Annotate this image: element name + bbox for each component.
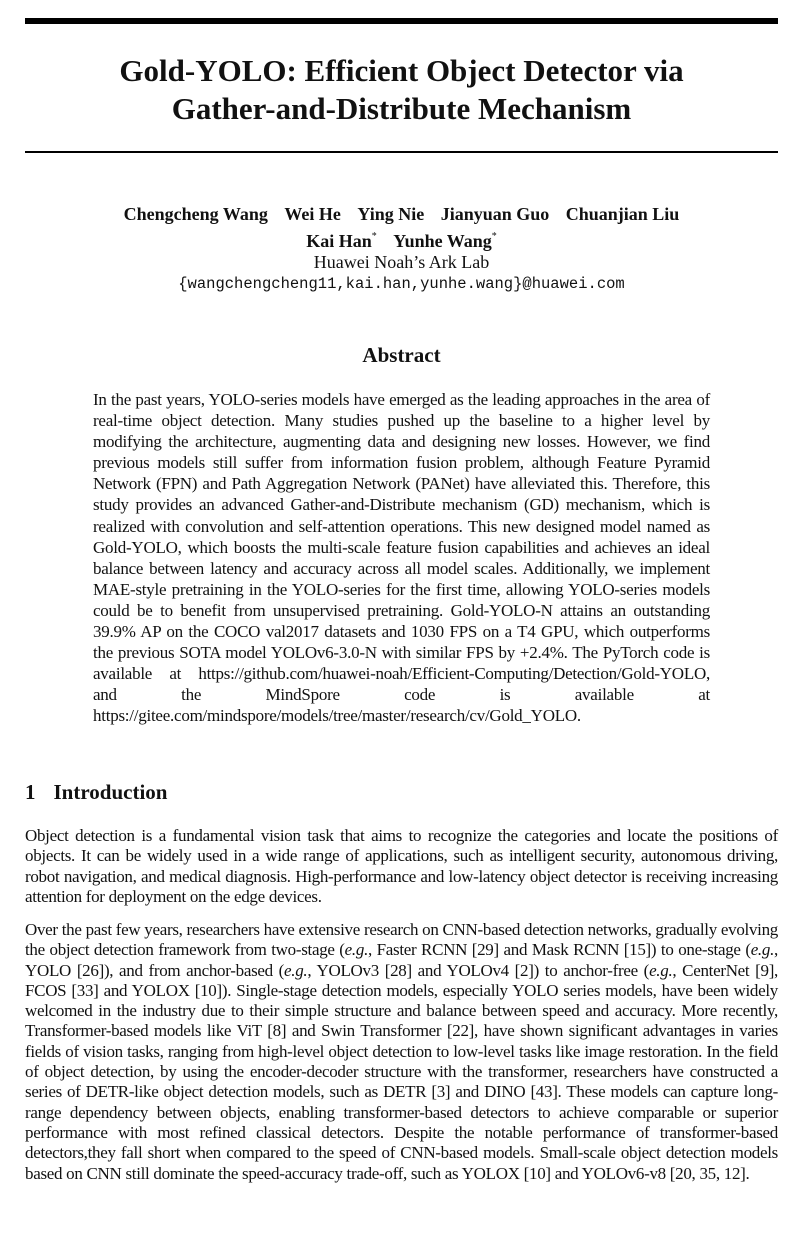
author-name: Wei He (284, 204, 341, 224)
author-name-corresponding (306, 231, 377, 251)
author-email: {wangchengcheng11,kai.han,yunhe.wang}@huawei.com (178, 274, 625, 293)
text-run: Over the past few years, researchers have extensive research on CNN-based detection networks, gradually evolving the object detection framework from two-stage ( (25, 920, 778, 960)
italic-eg: e.g. (284, 960, 308, 980)
italic-eg: e.g. (750, 940, 775, 960)
abstract-text: In the past years, YOLO-series models have emerged as the leading approaches in the area of real-time object detection. Many studies pushed up the baseline to a higher level by modifying the architecture, augmenting data and designing new losses. However, we find previous models still suffer from information fusion problem, although Feature Pyramid Network (FPN) and Path Aggregation Network (PANet) have alleviated this. Therefore, this study provides an advanced Gather-and-Distribute mechanism (GD) mechanism, which is realized with convolution and self-attention operations. This new designed model named as Gold-YOLO, which boosts the multi-scale feature fusion capabilities and achieves an ideal balance between latency and accuracy across all model scales. Additionally, we implement MAE-style pretraining in the YOLO-series for the first time, allowing YOLO-series models could be to benefit from unsupervised pretraining. Gold-YOLO-N attains an outstanding 39.9% AP on the COCO val2017 datasets and 1030 FPS on a T4 GPU, which outperforms the previous SOTA model YOLOv6-3.0-N with similar FPS by +2.4%. The PyTorch code is available at https://github.com/huawei-noah/Efficient-Computing/Detection/Gold-YOLO, and the MindSpore code is available at https://gitee.com/mindspore/models/tree/master/research/cv/Gold_YOLO. (93, 390, 710, 726)
intro-paragraph-1: Object detection is a fundamental vision task that aims to recognize the categories and locate the positions of objects. It can be widely used in a wide range of applications, such as intelligent security, autonomous driving, robot navigation, and medical diagnosis. High-performance and low-latency object detector is receiving increasing attention for deployment on the edge devices. (25, 826, 778, 906)
author-name: Yunhe Wang (393, 230, 492, 251)
top-rule (25, 18, 778, 24)
paper-title (25, 52, 778, 128)
text-run: , YOLO [26]), and from anchor-based ( (25, 940, 778, 980)
italic-eg: e.g. (649, 960, 673, 980)
author-name-corresponding (393, 231, 497, 251)
author-name: Kai Han (306, 230, 372, 251)
title-line-2: Gather-and-Distribute Mechanism (171, 91, 632, 126)
author-name: Chengcheng Wang (123, 204, 268, 224)
text-run: , Faster RCNN [29] and Mask RCNN [15]) to one-stage ( (368, 940, 751, 960)
section-heading-introduction (25, 779, 167, 805)
corresponding-mark: * (371, 230, 377, 242)
author-name: Ying Nie (357, 204, 425, 224)
section-title: Introduction (53, 780, 168, 804)
abstract-heading: Abstract (362, 343, 441, 367)
title-line-1: Gold-YOLO: Efficient Object Detector via (119, 53, 684, 88)
italic-eg: e.g. (344, 940, 369, 960)
author-name: Jianyuan Guo (440, 204, 550, 224)
title-rule (25, 151, 778, 153)
intro-paragraph-2 (25, 920, 778, 1184)
author-block (25, 204, 778, 295)
corresponding-mark: * (491, 230, 497, 242)
affiliation: Huawei Noah’s Ark Lab (313, 252, 490, 272)
author-row-2 (25, 226, 778, 253)
section-number: 1 (25, 780, 36, 804)
text-run: , YOLOv3 [28] and YOLOv4 [2]) to anchor-free ( (307, 960, 650, 980)
author-name: Chuanjian Liu (565, 204, 680, 224)
text-run: , CenterNet [9], FCOS [33] and YOLOX [10]). Single-stage detection models, especially YOLO series models, have been widely welcomed in the industry due to their simple structure and balance between speed and accuracy. More recently, Transformer-based models like ViT [8] and Swin Transformer [22], have shown significant advantages in varies fields of vision tasks, ranging from high-level object detection to low-level tasks like image restoration. In the field of object detection, by using the encoder-decoder structure with the transformer, researchers have constructed a series of DETR-like object detection models, such as DETR [3] and DINO [43]. These models can capture long-range dependency between objects, enabling transformer-based detectors to achieve comparable or superior performance with most refined classical detectors. Despite the notable performance of transformer-based detectors,they fall short when compared to the speed of CNN-based models. Small-scale object detection models based on CNN still dominate the speed-accuracy trade-off, such as YOLOX [10] and YOLOv6-v8 [20, 35, 12]. (25, 960, 779, 1183)
author-row-1 (25, 204, 778, 226)
